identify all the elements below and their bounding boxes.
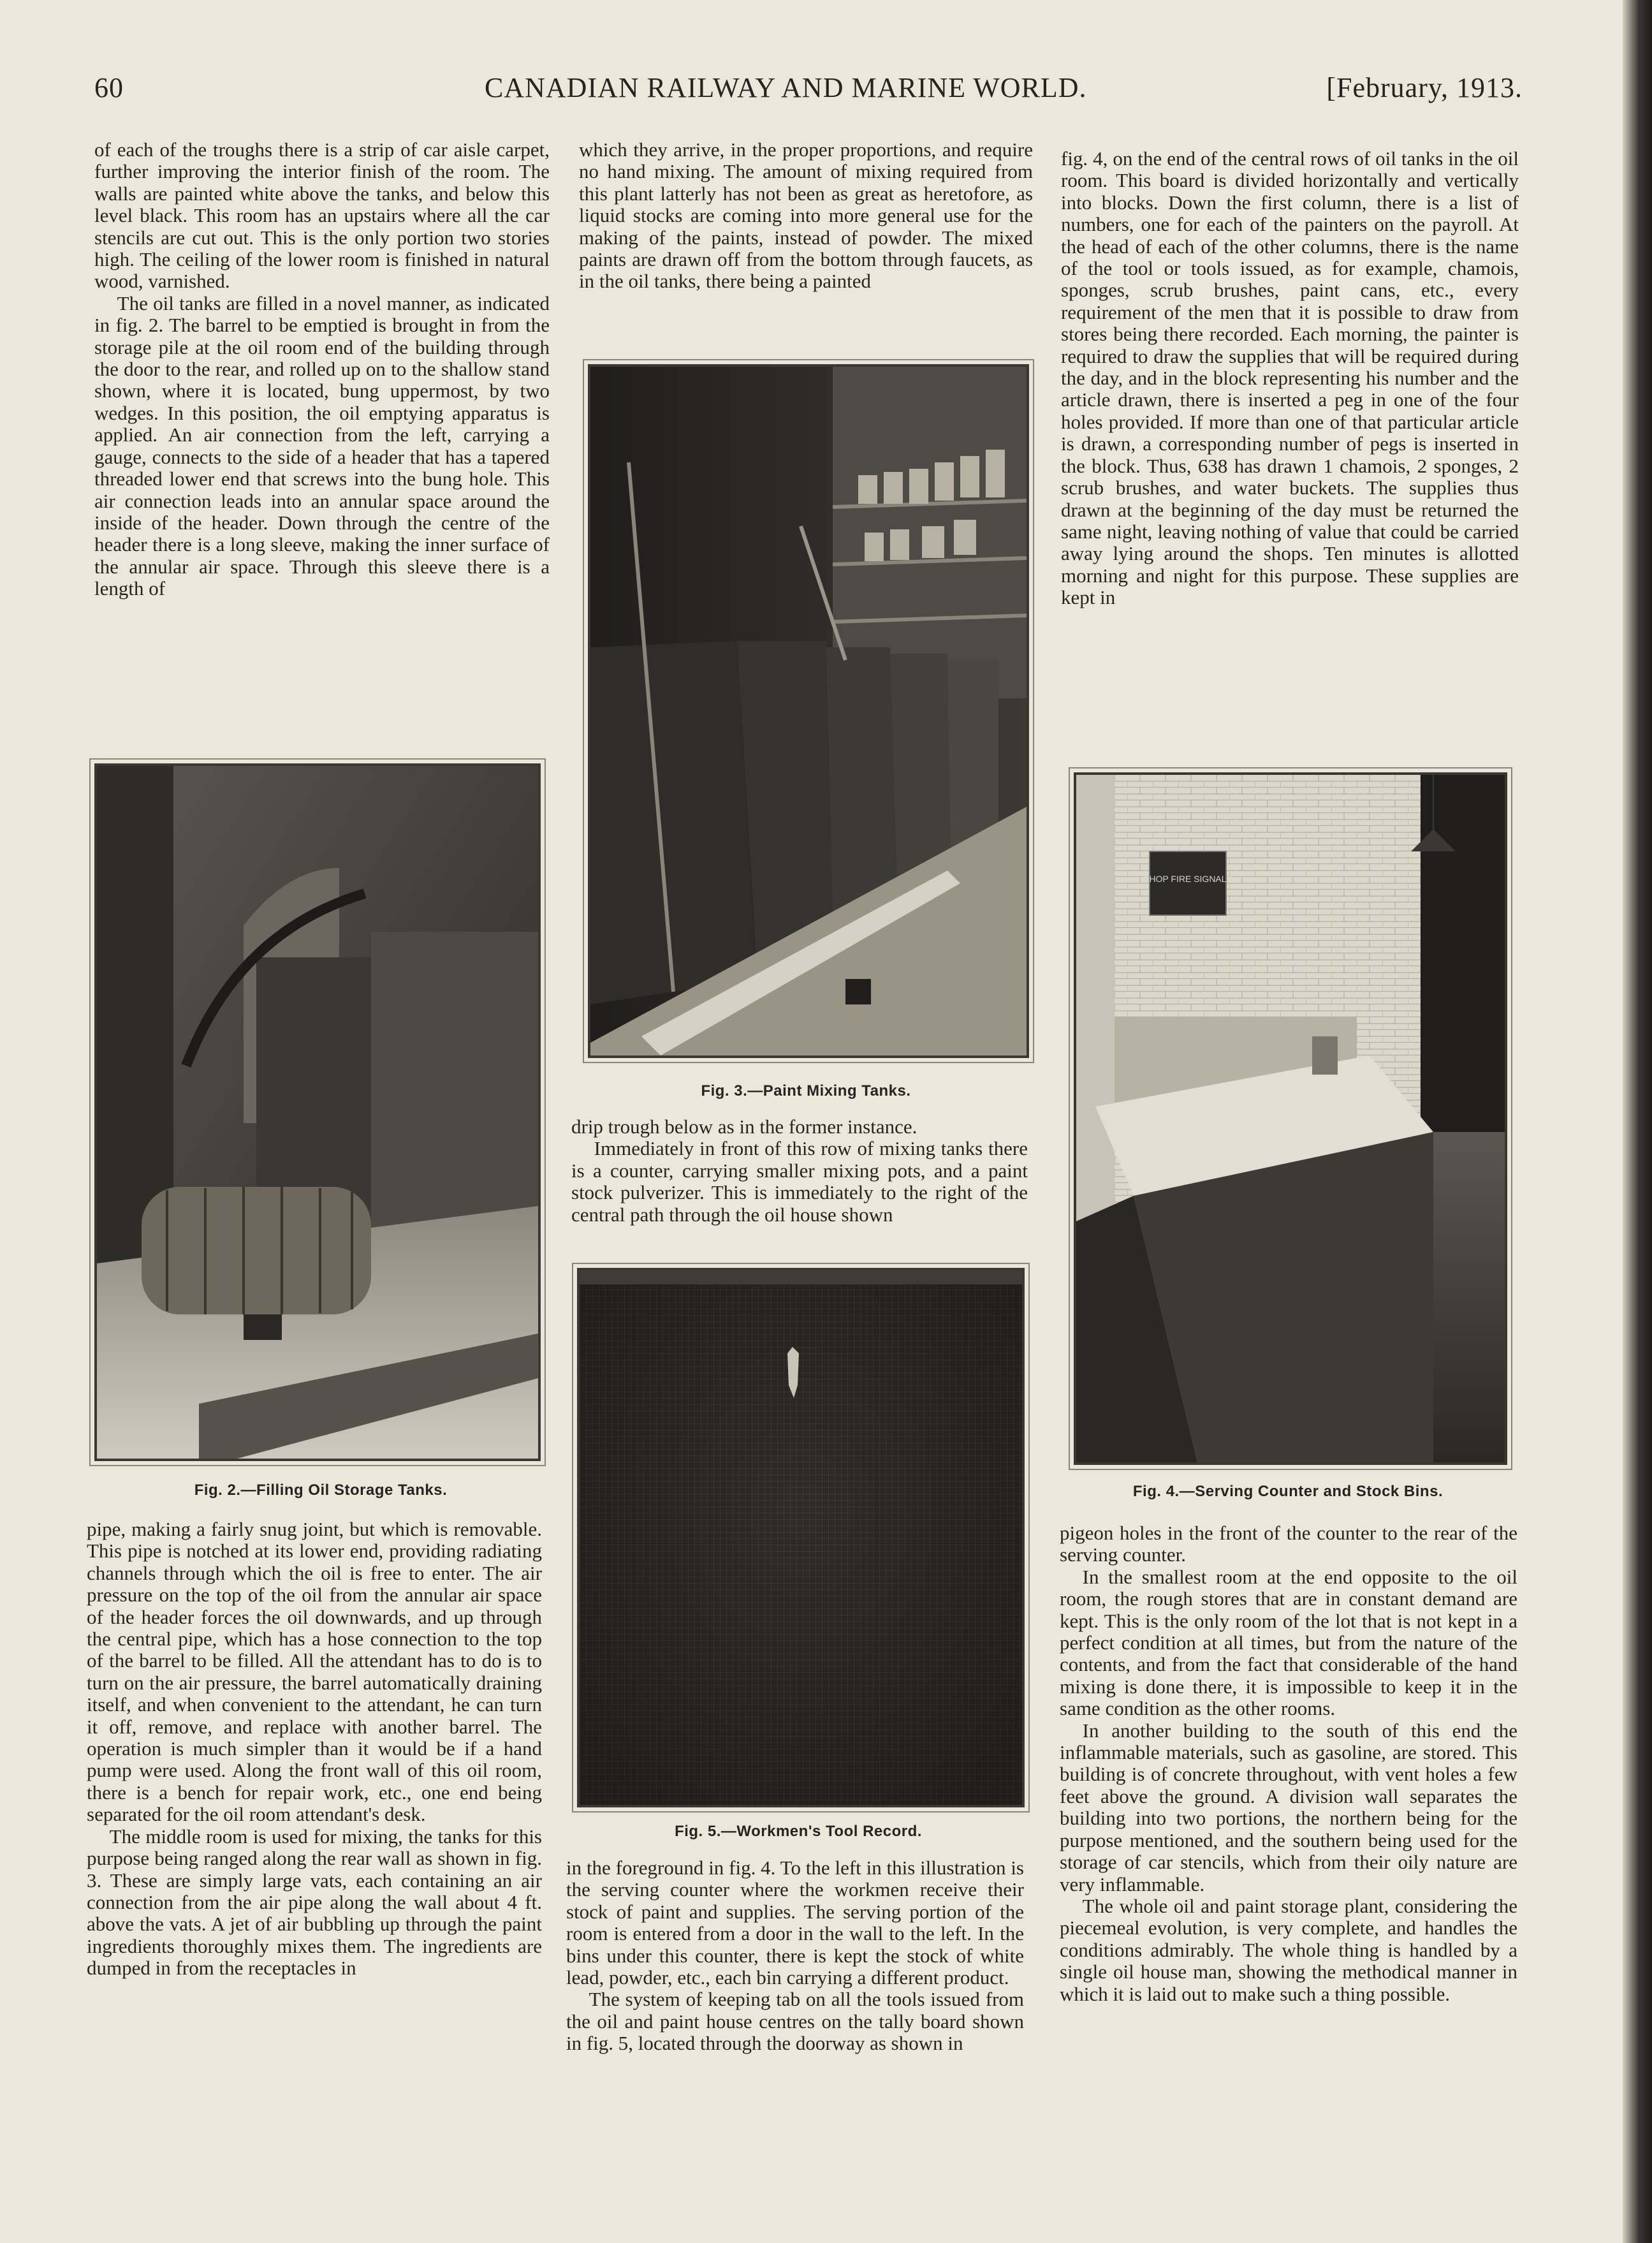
paragraph: The system of keeping tab on all the tools issued from the oil and paint house centres on the tally board shown in fig. 5, located through the doorway as shown in xyxy=(566,1988,1024,2055)
left-column-top xyxy=(94,139,550,739)
paragraph: Immediately in front of this row of mixing tanks there is a counter, carrying smaller mixing pots, and a paint stock pulverizer. This is immediately to the right of the central path through the oil house shown xyxy=(571,1137,1028,1226)
shop-fire-signals-sign: SHOP FIRE SIGNALS xyxy=(1143,874,1232,884)
figure-4-caption: Fig. 4.—Serving Counter and Stock Bins. xyxy=(1132,1483,1444,1500)
figure-3-photo xyxy=(588,364,1029,1058)
paragraph: The whole oil and paint storage plant, considering the piecemeal evolution, is very complete, and handles the conditions admirably. The whole thing is handled by a single oil house man, showing the methodical manner in which it is laid out to make such a thing possible. xyxy=(1060,1894,1517,2005)
paragraph: fig. 4, on the end of the central rows of oil tanks in the oil room. This board is divided horizontally and vertically into blocks. Down the first column, there is a list of numbers, one for each of the painters on the payroll. At the head of each of the other columns, there is the name of the tool or tools issued, as for example, chamois, sponges, scrub brushes, paint cans, etc., every requirement of the men that it is possible to draw from stores being there recorded. Each morning, the painter is required to draw the supplies that will be required during the day, and in the block representing his number and the article drawn, there is inserted a peg in one of the four holes provided. If more than one of that particular article is drawn, a corresponding number of pegs is inserted in the block. Thus, 638 has drawn 1 chamois, 2 sponges, 2 scrub brushes, and water buckets. The supplies thus drawn at the beginning of the day must be returned the same night, leaving nothing of value that could be carried away lying around the shops. Ten minutes is allotted morning and night for this purpose. These supplies are kept in xyxy=(1061,148,1519,609)
paragraph: which they arrive, in the proper proportions, and require no hand mixing. The amount of mixing required from this plant latterly has not been as great as heretofore, as liquid stocks are coming into more general use for the making of the paints, instead of powder. The mixed paints are drawn off from the bottom through faucets, as in the oil tanks, there being a painted xyxy=(579,139,1033,293)
running-header xyxy=(94,71,1523,116)
right-column-top xyxy=(1061,148,1519,747)
paragraph: In the smallest room at the end opposite to the oil room, the rough stores that are in constant demand are kept. This is the only room of the lot that is not kept in a perfect condition at all times, but from the nature of the contents, and from the fact that considerable of the hand mixing is done there, it is impossible to keep it in the same condition as the other rooms. xyxy=(1060,1565,1517,1720)
paragraph: of each of the troughs there is a strip of car aisle carpet, further improving the interior finish of the room. The walls are painted white above the tanks, and below this level black. This room has an upstairs where all the car stencils are cut out. This is the only portion two stories high. The ceiling of the lower room is finished in natural wood, varnished. xyxy=(94,139,550,293)
figure-2-photo xyxy=(94,763,541,1461)
page-number: 60 xyxy=(94,72,124,103)
figure-5-caption: Fig. 5.—Workmen's Tool Record. xyxy=(675,1823,922,1840)
page-binding-edge xyxy=(1623,0,1652,2243)
middle-column-bottom xyxy=(566,1857,1024,2157)
paragraph: In another building to the south of this end the inflammable materials, such as gasoline, are stored. This building is of concrete throughout, with vent holes a few feet above the ground. A division wall separates the building into two portions, the northern being for the purpose mentioned, and the southern being used for the storage of car stencils, which from their oily nature are very inflammable. xyxy=(1060,1719,1517,1895)
publication-title: CANADIAN RAILWAY AND MARINE WORLD. xyxy=(485,72,1087,103)
middle-column-top xyxy=(579,139,1033,343)
paragraph: in the foreground in fig. 4. To the left in this illustration is the serving counter where the workmen receive their stock of paint and supplies. The serving portion of the room is entered from a door in the wall to the left. In the bins under this counter, there is kept the stock of white lead, powder, etc., each bin carrying a different product. xyxy=(566,1857,1024,1989)
left-column-bottom xyxy=(87,1519,542,2156)
issue-date: [February, 1913. xyxy=(1326,72,1523,103)
middle-column-middle xyxy=(571,1116,1028,1250)
paragraph: The oil tanks are filled in a novel manner, as indicated in fig. 2. The barrel to be emptied is brought in from the storage pile at the oil room end of the building through the door to the rear, and rolled up on to the shallow stand shown, where it is located, bung uppermost, by two wedges. In this position, the oil emptying apparatus is applied. An air connection from the left, carrying a gauge, connects to the side of a header that has a tapered threaded lower end that screws into the bung hole. This air connection leads into an annular space around the inside of the header. Down through the centre of the header there is a long sleeve, making the inner surface of the annular air space. Through this sleeve there is a length of xyxy=(94,291,550,600)
figure-2-caption: Fig. 2.—Filling Oil Storage Tanks. xyxy=(194,1482,448,1499)
figure-3-caption: Fig. 3.—Paint Mixing Tanks. xyxy=(701,1082,911,1099)
paragraph: drip trough below as in the former instance. xyxy=(571,1116,917,1138)
paragraph: The middle room is used for mixing, the tanks for this purpose being ranged along the rear wall as shown in fig. 3. These are simply large vats, each containing an air connection from the air pipe along the wall about 4 ft. above the vats. A jet of air bubbling up through the paint ingredients thoroughly mixes them. The ingredients are dumped in from the receptacles in xyxy=(87,1825,542,1980)
figure-5-photo xyxy=(577,1268,1025,1807)
figure-4-photo xyxy=(1074,772,1507,1465)
right-column-bottom xyxy=(1060,1522,1517,2154)
paragraph: pipe, making a fairly snug joint, but which is removable. This pipe is notched at its lower end, providing radiating channels through which the oil is free to enter. The air pressure on the top of the oil from the annular air space of the header forces the oil downwards, and up through the central pipe, which has a hose connection to the top of the barrel to be filled. All the attendant has to do is to turn on the air pressure, the barrel automatically draining itself, and when convenient to the attendant, he can turn it off, remove, and replace with another barrel. The operation is much simpler than it would be if a hand pump were used. Along the front wall of this oil room, there is a bench for repair work, etc., one end being separated for the oil room attendant's desk. xyxy=(87,1519,542,1826)
paragraph: pigeon holes in the front of the counter to the rear of the serving counter. xyxy=(1060,1522,1517,1566)
